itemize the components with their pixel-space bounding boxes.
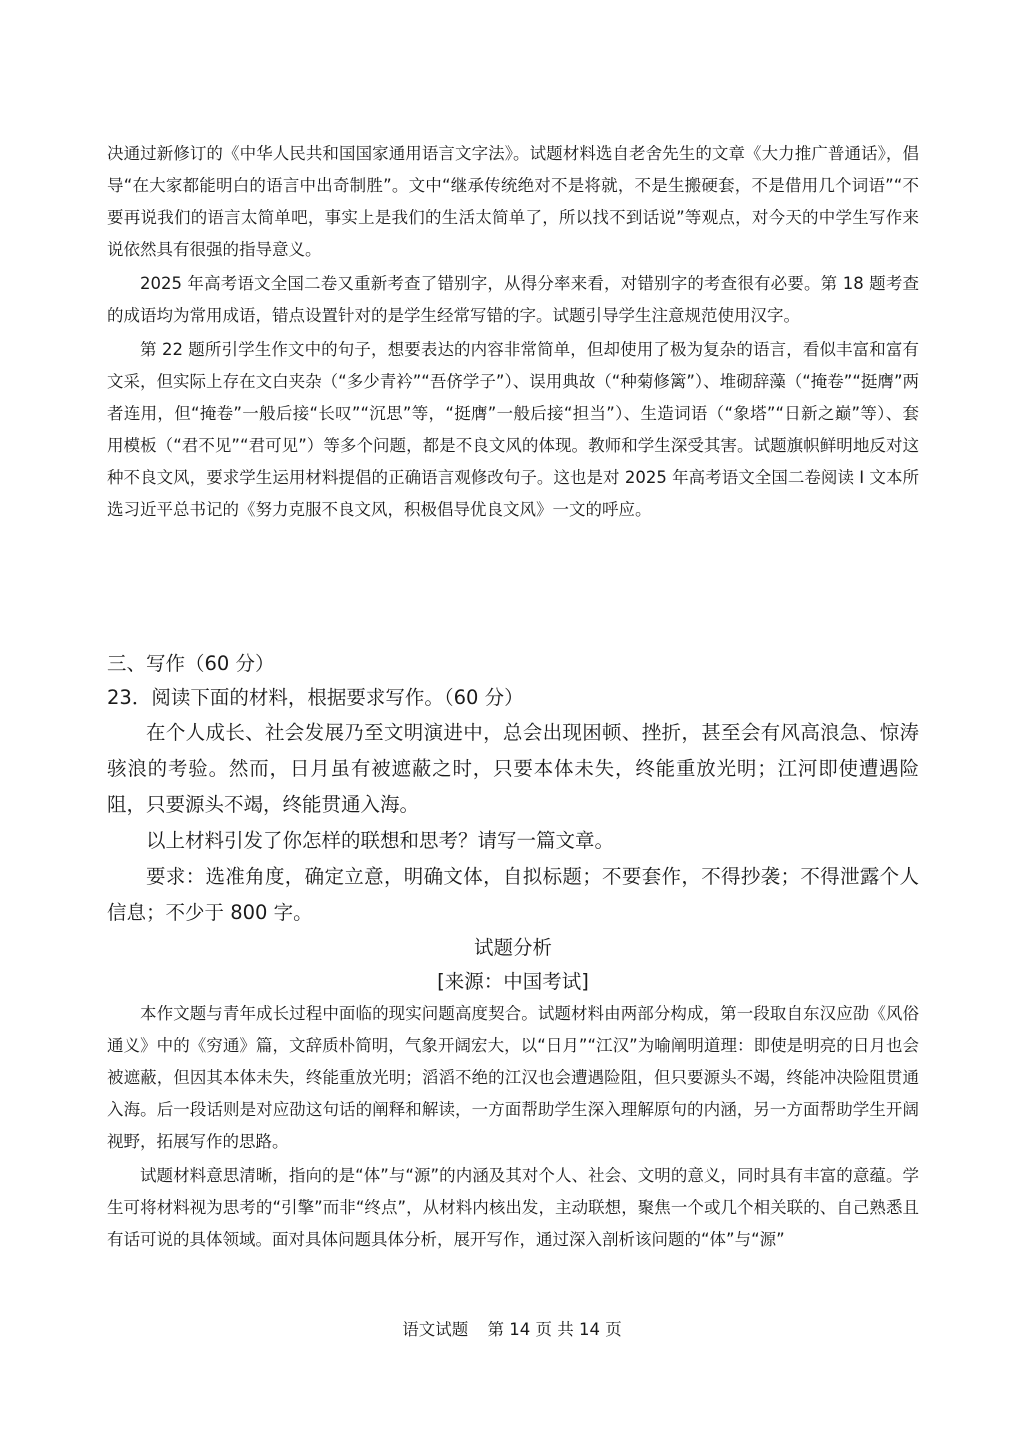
material-paragraph: 在个人成长、社会发展乃至文明演进中，总会出现困顿、挫折，甚至会有风高浪急、惊涛骇浪的考验。然而，日月虽有被遮蔽之时，只要本体未失，终能重放光明；江河即使遭遇险阻，只要源头不竭，终能贯通入海。 <box>107 721 919 816</box>
intro-paragraph-2: 2025 年高考语文全国二卷又重新考查了错别字，从得分率来看，对错别字的考查很有必要。第 18 题考查的成语均为常用成语，错点设置针对的是学生经常写错的字。试题引导学生注意规范使用汉字。 <box>107 274 919 325</box>
analysis-title: 试题分析 <box>473 936 552 959</box>
requirements-paragraph: 要求：选准角度，确定立意，明确文体，自拟标题；不要套作，不得抄袭；不得泄露个人信息；不少于 800 字。 <box>107 865 919 924</box>
footer-subject: 语文试题 <box>402 1320 469 1339</box>
footer-page-number: 第 14 页 共 14 页 <box>487 1320 622 1339</box>
question-heading: 23．阅读下面的材料，根据要求写作。（60 分） <box>107 686 524 709</box>
intro-section <box>107 138 919 526</box>
analysis-paragraph-1: 本作文题与青年成长过程中面临的现实问题高度契合。试题材料由两部分构成，第一段取自东汉应劭《风俗通义》中的《穷通》篇，文辞质朴简明，气象开阔宏大，以“日月”“江汉”为喻阐明道理：即使是明亮的日月也会被遮蔽，但因其本体未失，终能重放光明；滔滔不绝的江汉也会遭遇险阻，但只要源头不竭，终能冲决险阻贯通入海。后一段话则是对应劭这句话的阐释和解读，一方面帮助学生深入理解原句的内涵，另一方面帮助学生开阔视野，拓展写作的思路。 <box>107 1004 919 1151</box>
intro-paragraph-1: 决通过新修订的《中华人民共和国国家通用语言文字法》。试题材料选自老舍先生的文章《大力推广普通话》，倡导“在大家都能明白的语言中出奇制胜”。文中“继承传统绝对不是将就，不是生搬硬套，不是借用几个词语”“不要再说我们的语言太简单吧，事实上是我们的生活太简单了，所以找不到话说”等观点，对今天的中学生写作来说依然具有很强的指导意义。 <box>107 144 919 259</box>
analysis-source: [来源：中国考试] <box>437 970 589 993</box>
page-footer <box>0 1316 1024 1344</box>
prompt-paragraph: 以上材料引发了你怎样的联想和思考？请写一篇文章。 <box>146 829 615 852</box>
writing-section <box>107 647 919 999</box>
section-title: 三、写作（60 分） <box>107 652 275 675</box>
intro-paragraph-3: 第 22 题所引学生作文中的句子，想要表达的内容非常简单，但却使用了极为复杂的语言，看似丰富和富有文采，但实际上存在文白夹杂（“多少青衿”“吾侪学子”）、误用典故（“种菊修篱”）、堆砌辞藻（“掩卷”“挺膺”两者连用，但“掩卷”一般后接“长叹”“沉思”等，“挺膺”一般后接“担当”）、生造词语（“象塔”“日新之巅”等）、套用模板（“君不见”“君可见”）等多个问题，都是不良文风的体现。教师和学生深受其害。试题旗帜鲜明地反对这种不良文风，要求学生运用材料提倡的正确语言观修改句子。这也是对 2025 年高考语文全国二卷阅读 I 文本所选习近平总书记的《努力克服不良文风，积极倡导优良文风》一文的呼应。 <box>107 340 919 519</box>
analysis-section <box>107 998 919 1256</box>
analysis-paragraph-2: 试题材料意思清晰，指向的是“体”与“源”的内涵及其对个人、社会、文明的意义，同时具有丰富的意蕴。学生可将材料视为思考的“引擎”而非“终点”，从材料内核出发，主动联想，聚焦一个或几个相关联的、自己熟悉且有话可说的具体领域。面对具体问题具体分析，展开写作，通过深入剖析该问题的“体”与“源” <box>107 1166 919 1249</box>
